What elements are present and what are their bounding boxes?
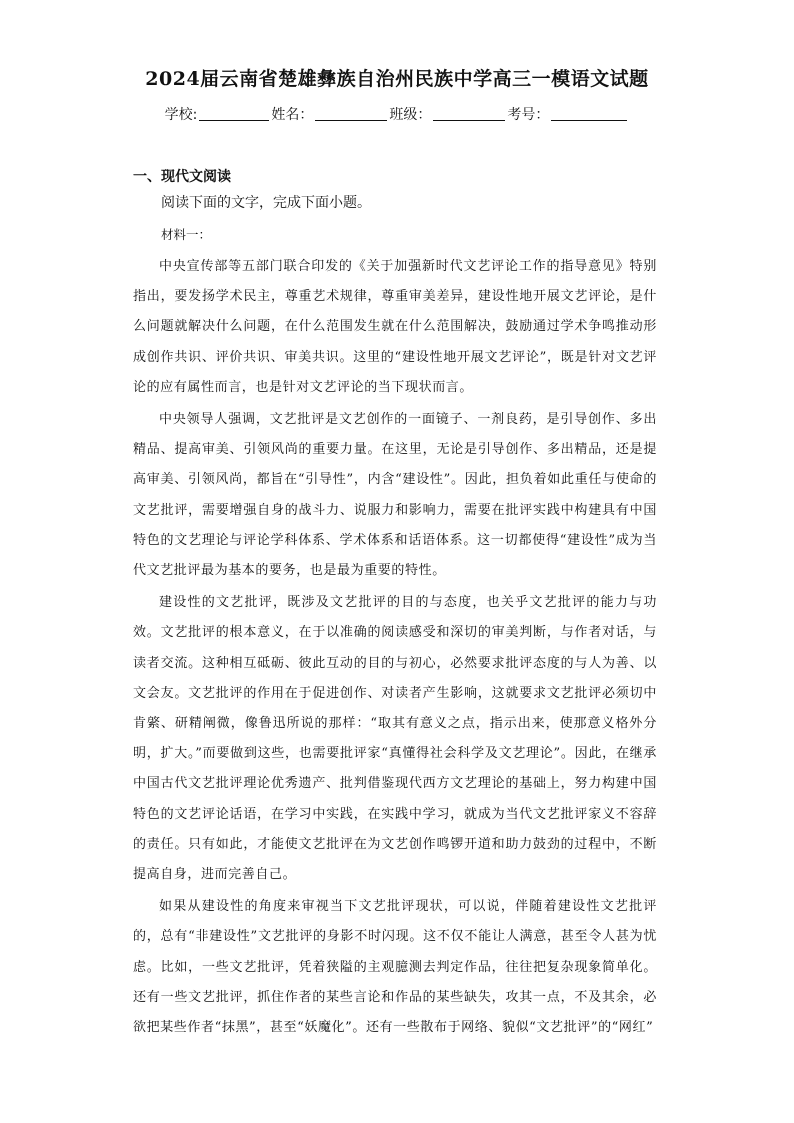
article-body <box>133 252 657 1043</box>
school-blank[interactable] <box>199 106 269 121</box>
paragraph-3: 建设性的文艺批评，既涉及文艺批评的目的与态度，也关乎文艺批评的能力与功效。文艺批评的根本意义，在于以准确的阅读感受和深切的审美判断，与作者对话，与读者交流。这种相互砥砺、彼此互动的目的与初心，必然要求批评态度的与人为善、以文会友。文艺批评的作用在于促进创作、对读者产生影响，这就要求文艺批评必须切中肯綮、研精阐微，像鲁迅所说的那样：“取其有意义之点，指示出来，使那意义格外分明，扩大。”而要做到这些，也需要批评家“真懂得社会科学及文艺理论”。因此，在继承中国古代文艺批评理论优秀遗产、批判借鉴现代西方文艺理论的基础上，努力构建中国特色的文艺评论话语，在学习中实践，在实践中学习，就成为当代文艺批评家义不容辞的责任。只有如此，才能使文艺批评在为文艺创作鸣锣开道和助力鼓劲的过程中，不断提高自身，进而完善自己。 <box>133 595 657 883</box>
student-info-line <box>0 104 794 124</box>
name-label: 姓名： <box>271 107 314 123</box>
exam-number-blank[interactable] <box>551 106 627 121</box>
section-heading: 一、现代文阅读 <box>133 169 231 185</box>
school-label: 学校: <box>164 107 198 123</box>
material-label: 材料一： <box>161 227 212 242</box>
class-label: 班级： <box>389 107 432 123</box>
class-blank[interactable] <box>433 106 505 121</box>
paragraph-1: 中央宣传部等五部门联合印发的《关于加强新时代文艺评论工作的指导意见》特别指出，要发扬学术民主，尊重艺术规律，尊重审美差异，建设性地开展文艺评论，是什么问题就解决什么问题，在什么范围发生就在什么范围解决，鼓励通过学术争鸣推动形成创作共识、评价共识、审美共识。这里的“建设性地开展文艺评论”，既是针对文艺评论的应有属性而言，也是针对文艺评论的当下现状而言。 <box>133 259 657 395</box>
reading-instruction: 阅读下面的文字，完成下面小题。 <box>161 195 371 211</box>
paragraph-4: 如果从建设性的角度来审视当下文艺批评现状，可以说，伴随着建设性文艺批评的，总有“非建设性”文艺批评的身影不时闪现。这不仅不能让人满意，甚至令人甚为忧虑。比如，一些文艺批评，凭着狭隘的主观臆测去判定作品，往往把复杂现象简单化。还有一些文艺批评，抓住作者的某些言论和作品的某些缺失，攻其一点，不及其余，必欲把某些作者“抹黑”，甚至“妖魔化”。还有一些散布于网络、貌似“文艺批评”的“网红” <box>133 899 657 1036</box>
page-title: 2024届云南省楚雄彝族自治州民族中学高三一模语文试题 <box>145 68 649 90</box>
name-blank[interactable] <box>315 106 387 121</box>
paragraph-2: 中央领导人强调，文艺批评是文艺创作的一面镜子、一剂良药，是引导创作、多出精品、提高审美、引领风尚的重要力量。在这里，无论是引导创作、多出精品，还是提高审美、引领风尚，都旨在“引导性”，内含“建设性”。因此，担负着如此重任与使命的文艺批评，需要增强自身的战斗力、说服力和影响力，需要在批评实践中构建具有中国特色的文艺理论与评论学科体系、学术体系和话语体系。这一切都使得“建设性”成为当代文艺批评最为基本的要务，也是最为重要的特性。 <box>133 412 657 579</box>
exam-number-label: 考号： <box>507 107 550 123</box>
